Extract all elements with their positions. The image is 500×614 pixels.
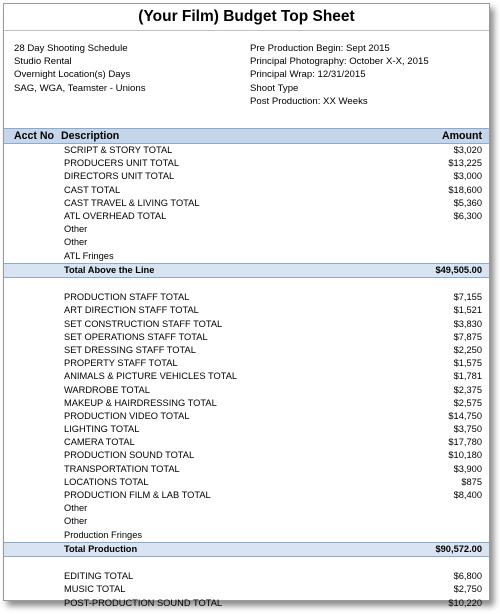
row-amount: $6,800 bbox=[453, 571, 482, 582]
row-description: CAST TRAVEL & LIVING TOTAL bbox=[64, 197, 200, 208]
row-amount: $3,830 bbox=[453, 318, 482, 329]
total-label: Total Production bbox=[64, 543, 138, 554]
row-amount: $1,575 bbox=[453, 358, 482, 369]
row-amount: $3,900 bbox=[453, 463, 482, 474]
row-amount: $6,300 bbox=[453, 210, 482, 221]
amount-header: Amount bbox=[441, 130, 482, 142]
row-description: POST-PRODUCTION SOUND TOTAL bbox=[64, 597, 223, 608]
row-description: ANIMALS & PICTURE VEHICLES TOTAL bbox=[64, 371, 238, 382]
row-description: PRODUCTION SOUND TOTAL bbox=[64, 450, 195, 461]
row-description: MAKEUP & HAIRDRESSING TOTAL bbox=[64, 397, 217, 408]
table-row bbox=[4, 184, 489, 197]
row-description: SET DRESSING STAFF TOTAL bbox=[64, 344, 196, 355]
row-description: CAST TOTAL bbox=[64, 184, 121, 195]
table-row bbox=[4, 410, 489, 423]
section-total-row bbox=[4, 542, 489, 558]
row-description: Other bbox=[64, 224, 88, 235]
table-row bbox=[4, 529, 489, 542]
row-amount: $2,250 bbox=[453, 344, 482, 355]
budget-top-sheet bbox=[3, 3, 490, 608]
table-row bbox=[4, 436, 489, 449]
total-label: Total Above the Line bbox=[64, 264, 155, 275]
table-row bbox=[4, 170, 489, 183]
info-left-column bbox=[14, 42, 250, 112]
row-amount: $3,000 bbox=[453, 171, 482, 182]
table-row bbox=[4, 344, 489, 357]
budget-rows bbox=[4, 144, 489, 610]
table-row bbox=[4, 357, 489, 370]
info-right-line: Pre Production Begin: Sept 2015 bbox=[250, 43, 390, 54]
row-amount: $13,225 bbox=[448, 158, 482, 169]
row-amount: $10,180 bbox=[448, 450, 482, 461]
table-row bbox=[4, 223, 489, 236]
table-row bbox=[4, 423, 489, 436]
row-description: Other bbox=[64, 516, 88, 527]
table-row bbox=[4, 502, 489, 515]
info-left-line: Studio Rental bbox=[14, 56, 72, 68]
row-description: EDITING TOTAL bbox=[64, 571, 134, 582]
row-amount: $5,360 bbox=[453, 197, 482, 208]
row-description: SCRIPT & STORY TOTAL bbox=[64, 145, 173, 155]
table-row bbox=[4, 397, 489, 410]
row-description: PROPERTY STAFF TOTAL bbox=[64, 358, 178, 369]
info-left-line: 28 Day Shooting Schedule bbox=[14, 43, 128, 54]
row-amount: $2,375 bbox=[453, 384, 482, 395]
row-amount: $18,600 bbox=[448, 184, 482, 195]
table-row bbox=[4, 210, 489, 223]
row-amount: $2,575 bbox=[453, 397, 482, 408]
table-row bbox=[4, 236, 489, 249]
table-row bbox=[4, 570, 489, 583]
row-description: PRODUCTION VIDEO TOTAL bbox=[64, 410, 190, 421]
schedule-info bbox=[4, 31, 489, 112]
row-description: Production Fringes bbox=[64, 529, 143, 540]
info-right-line: Shoot Type bbox=[250, 82, 299, 94]
row-description: LOCATIONS TOTAL bbox=[64, 476, 149, 487]
row-description: ATL Fringes bbox=[64, 250, 114, 261]
table-row bbox=[4, 449, 489, 462]
row-description: PRODUCTION STAFF TOTAL bbox=[64, 292, 190, 303]
table-row bbox=[4, 597, 489, 610]
row-amount: $1,781 bbox=[453, 371, 482, 382]
table-row bbox=[4, 476, 489, 489]
info-right-line: Principal Photography: October X-X, 2015 bbox=[250, 56, 429, 68]
row-amount: $3,020 bbox=[453, 145, 482, 155]
table-row bbox=[4, 463, 489, 476]
row-amount: $875 bbox=[461, 476, 482, 487]
table-row bbox=[4, 515, 489, 528]
row-description: LIGHTING TOTAL bbox=[64, 424, 140, 435]
info-right-column bbox=[250, 42, 480, 112]
row-amount: $3,750 bbox=[453, 424, 482, 435]
row-description: ART DIRECTION STAFF TOTAL bbox=[64, 305, 199, 316]
row-amount: $8,400 bbox=[453, 490, 482, 500]
row-description: Other bbox=[64, 503, 88, 514]
row-description: SET CONSTRUCTION STAFF TOTAL bbox=[64, 318, 223, 329]
table-header bbox=[4, 128, 489, 144]
row-description: MUSIC TOTAL bbox=[64, 584, 126, 595]
section-total-row bbox=[4, 263, 489, 279]
table-row bbox=[4, 318, 489, 331]
row-description: WARDROBE TOTAL bbox=[64, 384, 150, 395]
table-row bbox=[4, 583, 489, 596]
row-description: DIRECTORS UNIT TOTAL bbox=[64, 171, 175, 182]
table-row bbox=[4, 304, 489, 317]
row-description: CAMERA TOTAL bbox=[64, 437, 135, 448]
table-row bbox=[4, 197, 489, 210]
info-right-line: Post Production: XX Weeks bbox=[250, 95, 368, 107]
table-row bbox=[4, 250, 489, 263]
row-amount: $1,521 bbox=[453, 305, 482, 316]
row-description: ATL OVERHEAD TOTAL bbox=[64, 210, 167, 221]
table-row bbox=[4, 291, 489, 304]
row-amount: $14,750 bbox=[448, 410, 482, 421]
row-description: SET OPERATIONS STAFF TOTAL bbox=[64, 331, 208, 342]
table-row bbox=[4, 370, 489, 383]
row-amount: $2,750 bbox=[453, 584, 482, 595]
table-row bbox=[4, 489, 489, 502]
info-left-line: Overnight Location(s) Days bbox=[14, 69, 131, 81]
info-right-line: Principal Wrap: 12/31/2015 bbox=[250, 69, 366, 81]
table-row bbox=[4, 157, 489, 170]
total-amount: $49,505.00 bbox=[435, 264, 482, 275]
table-row bbox=[4, 331, 489, 344]
row-amount: $7,875 bbox=[453, 331, 482, 342]
description-header: Description bbox=[61, 130, 120, 142]
table-row bbox=[4, 144, 489, 157]
row-amount: $17,780 bbox=[448, 437, 482, 448]
info-left-line: SAG, WGA, Teamster - Unions bbox=[14, 82, 146, 94]
row-amount: $10,220 bbox=[448, 597, 482, 608]
row-description: TRANSPORTATION TOTAL bbox=[64, 463, 180, 474]
sheet-title: (Your Film) Budget Top Sheet bbox=[4, 4, 489, 31]
row-description: PRODUCTION FILM & LAB TOTAL bbox=[64, 490, 211, 500]
total-amount: $90,572.00 bbox=[435, 543, 482, 554]
section-spacer bbox=[4, 557, 489, 570]
row-description: PRODUCERS UNIT TOTAL bbox=[64, 158, 180, 169]
row-amount: $7,155 bbox=[453, 292, 482, 303]
row-description: Other bbox=[64, 237, 88, 248]
acct-no-header: Acct No bbox=[14, 130, 55, 142]
section-spacer bbox=[4, 278, 489, 291]
table-row bbox=[4, 384, 489, 397]
